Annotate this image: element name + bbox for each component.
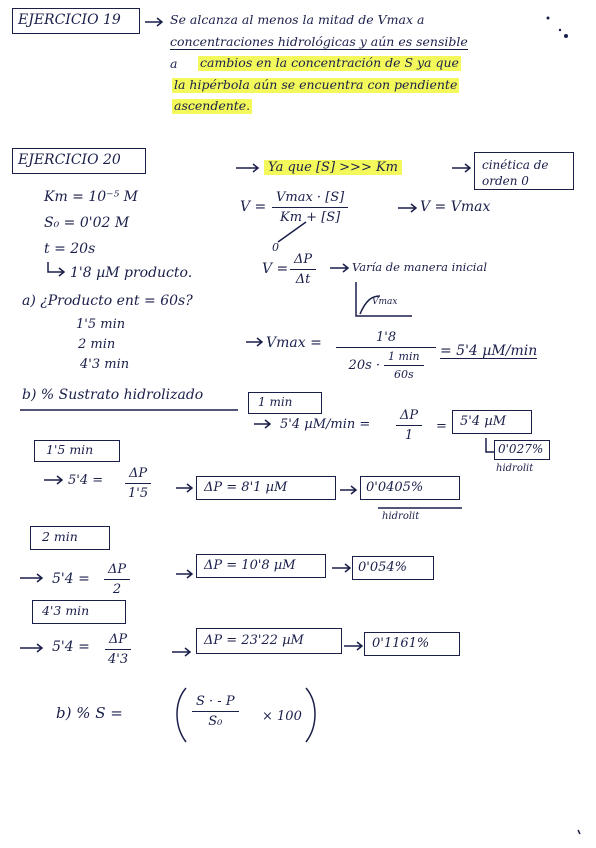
pct-s-fraction	[192, 694, 239, 729]
time-3: 4'3 min	[80, 357, 130, 372]
arrow-icon	[340, 486, 356, 494]
case1-num: ΔP	[396, 408, 422, 426]
rate-numerator: ΔP	[290, 252, 316, 270]
rate-denominator: Δt	[295, 272, 311, 287]
vmax-inner-den: 60s	[393, 368, 414, 381]
arrow-icon	[44, 476, 62, 484]
equals-sign: =	[436, 419, 447, 434]
arrow-icon	[145, 18, 162, 26]
case2-label: 1'5 min	[46, 442, 94, 457]
rate-fraction	[290, 252, 316, 287]
case3-lhs: 5'4 =	[52, 571, 90, 587]
case3-pct: 0'054%	[358, 560, 408, 575]
case4-pct: 0'1161%	[372, 636, 430, 651]
arrow-icon	[246, 338, 262, 346]
case1-pct: 0'027%	[498, 442, 544, 456]
pct-s-den: S₀	[208, 714, 223, 729]
v2-lhs: V =	[262, 261, 289, 277]
arrow-icon	[176, 570, 192, 578]
case3-den: 2	[112, 582, 122, 597]
s0-value: S₀ = 0'02 M	[44, 215, 130, 231]
case2-pct: 0'0405%	[366, 480, 424, 495]
arrow-icon	[398, 204, 416, 212]
cinetica-text: cinética de orden 0	[482, 158, 549, 189]
pct-s-tail: × 100	[262, 709, 302, 724]
case4-label: 4'3 min	[42, 603, 90, 618]
vmax-numerator: 1'8	[336, 330, 436, 348]
arrow-icon	[176, 484, 192, 492]
case1-result: 5'4 µM	[460, 414, 507, 429]
vmax-result: = 5'4 µM/min	[440, 343, 538, 359]
case2-fraction	[124, 466, 152, 501]
arrow-icon	[20, 644, 42, 652]
michaelis-numerator: Vmax · [S]	[272, 190, 348, 208]
case2-num: ΔP	[125, 466, 151, 484]
vmax-inner-fraction	[384, 350, 424, 381]
time-2: 2 min	[78, 337, 116, 352]
question-a: a) ¿Producto ent = 60s?	[22, 293, 193, 309]
michaelis-denominator: Km + [S]	[280, 210, 341, 225]
case3-num: ΔP	[104, 562, 130, 580]
case4-num: ΔP	[105, 632, 131, 650]
case3-result: ΔP = 10'8 µM	[204, 558, 296, 573]
arrow-icon	[172, 648, 190, 656]
sketch-label: Vmax	[372, 297, 398, 307]
because-line: Ya que [S] >>> Km	[264, 160, 402, 175]
case2-den: 1'5	[128, 486, 149, 501]
case2-hidrolit: hidrolit	[382, 511, 420, 522]
vmax-fraction	[336, 330, 436, 381]
arrow-icon	[344, 642, 362, 650]
varia-note: Varía de manera inicial	[352, 260, 488, 274]
ex19-line-5: ascendente.	[174, 98, 251, 113]
arrow-icon	[48, 262, 64, 276]
ex19-line-1: Se alcanza al menos la mitad de Vmax a	[170, 12, 425, 27]
time-value: t = 20s	[44, 241, 96, 257]
case1-den: 1	[404, 428, 414, 443]
pct-s-num: S · - P	[192, 694, 239, 712]
arrow-icon	[20, 574, 42, 582]
case1-fraction	[396, 408, 422, 443]
arrow-icon	[332, 564, 350, 572]
case3-label: 2 min	[42, 529, 78, 544]
arrow-icon	[452, 164, 470, 172]
case4-result: ΔP = 23'22 µM	[204, 633, 304, 648]
vmax-inner-num: 1 min	[384, 350, 424, 366]
case1-label: 1 min	[258, 395, 293, 409]
vmax-denominator	[345, 348, 428, 381]
case4-den: 4'3	[108, 652, 129, 667]
exercise-19-title: EJERCICIO 19	[18, 12, 121, 28]
arrow-icon	[254, 420, 270, 428]
ex19-line-3-prefix: a	[170, 56, 178, 71]
case1-hidrolit: hidrolit	[496, 463, 534, 474]
case4-lhs: 5'4 =	[52, 639, 90, 655]
v-result: V = Vmax	[420, 199, 491, 215]
michaelis-fraction	[272, 190, 348, 225]
v-lhs: V =	[240, 199, 267, 215]
ex19-line-2: concentraciones hidrológicas y aún es sensible	[170, 34, 468, 49]
bracket	[486, 438, 494, 452]
case2-result: ΔP = 8'1 µM	[204, 480, 288, 495]
zero-mark: 0	[272, 241, 279, 254]
question-b: b) % Sustrato hidrolizado	[22, 387, 204, 403]
exercise-20-title: EJERCICIO 20	[18, 152, 121, 168]
km-value: Km = 10⁻⁵ M	[44, 189, 138, 205]
vmax-den-a: 20s ·	[348, 358, 381, 373]
vmax-lhs: Vmax =	[266, 335, 322, 351]
arrow-icon	[236, 164, 258, 172]
strike-line	[278, 222, 306, 242]
time-1: 1'5 min	[76, 317, 126, 332]
case1-lhs: 5'4 µM/min =	[280, 417, 371, 432]
ex19-line-3: cambios en la concentración de S ya que	[200, 55, 459, 70]
pct-s-label: b) % S =	[56, 704, 123, 722]
case3-fraction	[104, 562, 130, 597]
case4-fraction	[104, 632, 132, 667]
product-value: 1'8 µM producto.	[70, 265, 193, 281]
arrow-icon	[330, 264, 348, 272]
case2-lhs: 5'4 =	[68, 473, 104, 488]
ex19-line-4: la hipérbola aún se encuentra con pendiente	[174, 77, 458, 92]
